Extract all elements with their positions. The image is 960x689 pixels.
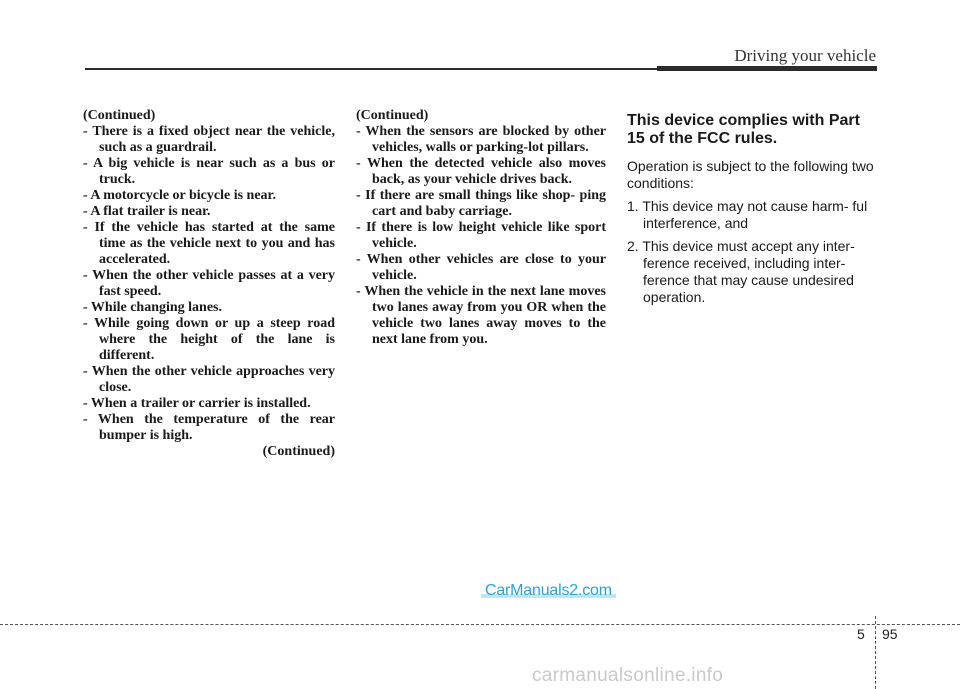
- list-item: - When the detected vehicle also moves back, as your vehicle drives back.: [356, 156, 606, 187]
- bottom-watermark: carmanualsonline.info: [532, 665, 724, 686]
- chapter-number: 5: [857, 626, 865, 642]
- list-item: 1. This device may not cause harm- ful interference, and: [627, 198, 868, 231]
- column-right: [627, 112, 879, 306]
- list-item: - If there is low height vehicle like sport vehicle.: [356, 220, 606, 251]
- column-left: [83, 108, 335, 460]
- footer-vertical-rule: [875, 616, 876, 689]
- header-rule-thin: [85, 68, 657, 70]
- list-item: - When the other vehicle approaches very close.: [83, 364, 335, 395]
- continued-label: (Continued): [83, 108, 156, 123]
- list-item: - When the other vehicle passes at a very fast speed.: [83, 268, 335, 299]
- list-item: - A motorcycle or bicycle is near.: [83, 188, 276, 203]
- list-item: - When a trailer or carrier is installed.: [83, 396, 311, 411]
- list-item: - A flat trailer is near.: [83, 204, 211, 219]
- header-rule-thick: [657, 66, 877, 71]
- section-title: Driving your vehicle: [734, 46, 876, 65]
- list-item: - When the vehicle in the next lane moves two lanes away from you OR when the vehicle two lanes away moves to the next lane from you.: [356, 284, 606, 347]
- list-item: - If the vehicle has started at the same time as the vehicle next to you and has accelerated.: [83, 220, 335, 267]
- watermark-link[interactable]: CarManuals2.com: [485, 582, 612, 599]
- list-item: - When the sensors are blocked by other vehicles, walls or parking-lot pillars.: [356, 124, 606, 155]
- list-item: - While going down or up a steep road where the height of the lane is different.: [83, 316, 335, 363]
- list-item: 2. This device must accept any inter- ference received, including inter- ference that may cause undesired operation.: [627, 238, 855, 305]
- list-item: - A big vehicle is near such as a bus or truck.: [83, 156, 335, 187]
- fcc-heading: This device complies with Part 15 of the FCC rules.: [627, 112, 860, 147]
- list-item: - If there are small things like shop- ping cart and baby carriage.: [356, 188, 606, 219]
- fcc-intro: Operation is subject to the following two conditions:: [627, 158, 874, 191]
- list-item: - There is a fixed object near the vehicle, such as a guardrail.: [83, 124, 335, 155]
- continued-label: (Continued): [262, 444, 335, 459]
- list-item: - While changing lanes.: [83, 300, 222, 315]
- list-item: - When the temperature of the rear bumper is high.: [83, 412, 335, 443]
- page-number: 95: [882, 626, 898, 642]
- list-item: - When other vehicles are close to your vehicle.: [356, 252, 606, 283]
- footer-dashed-rule: [0, 624, 960, 625]
- column-middle: [356, 108, 606, 348]
- continued-label: (Continued): [356, 108, 429, 123]
